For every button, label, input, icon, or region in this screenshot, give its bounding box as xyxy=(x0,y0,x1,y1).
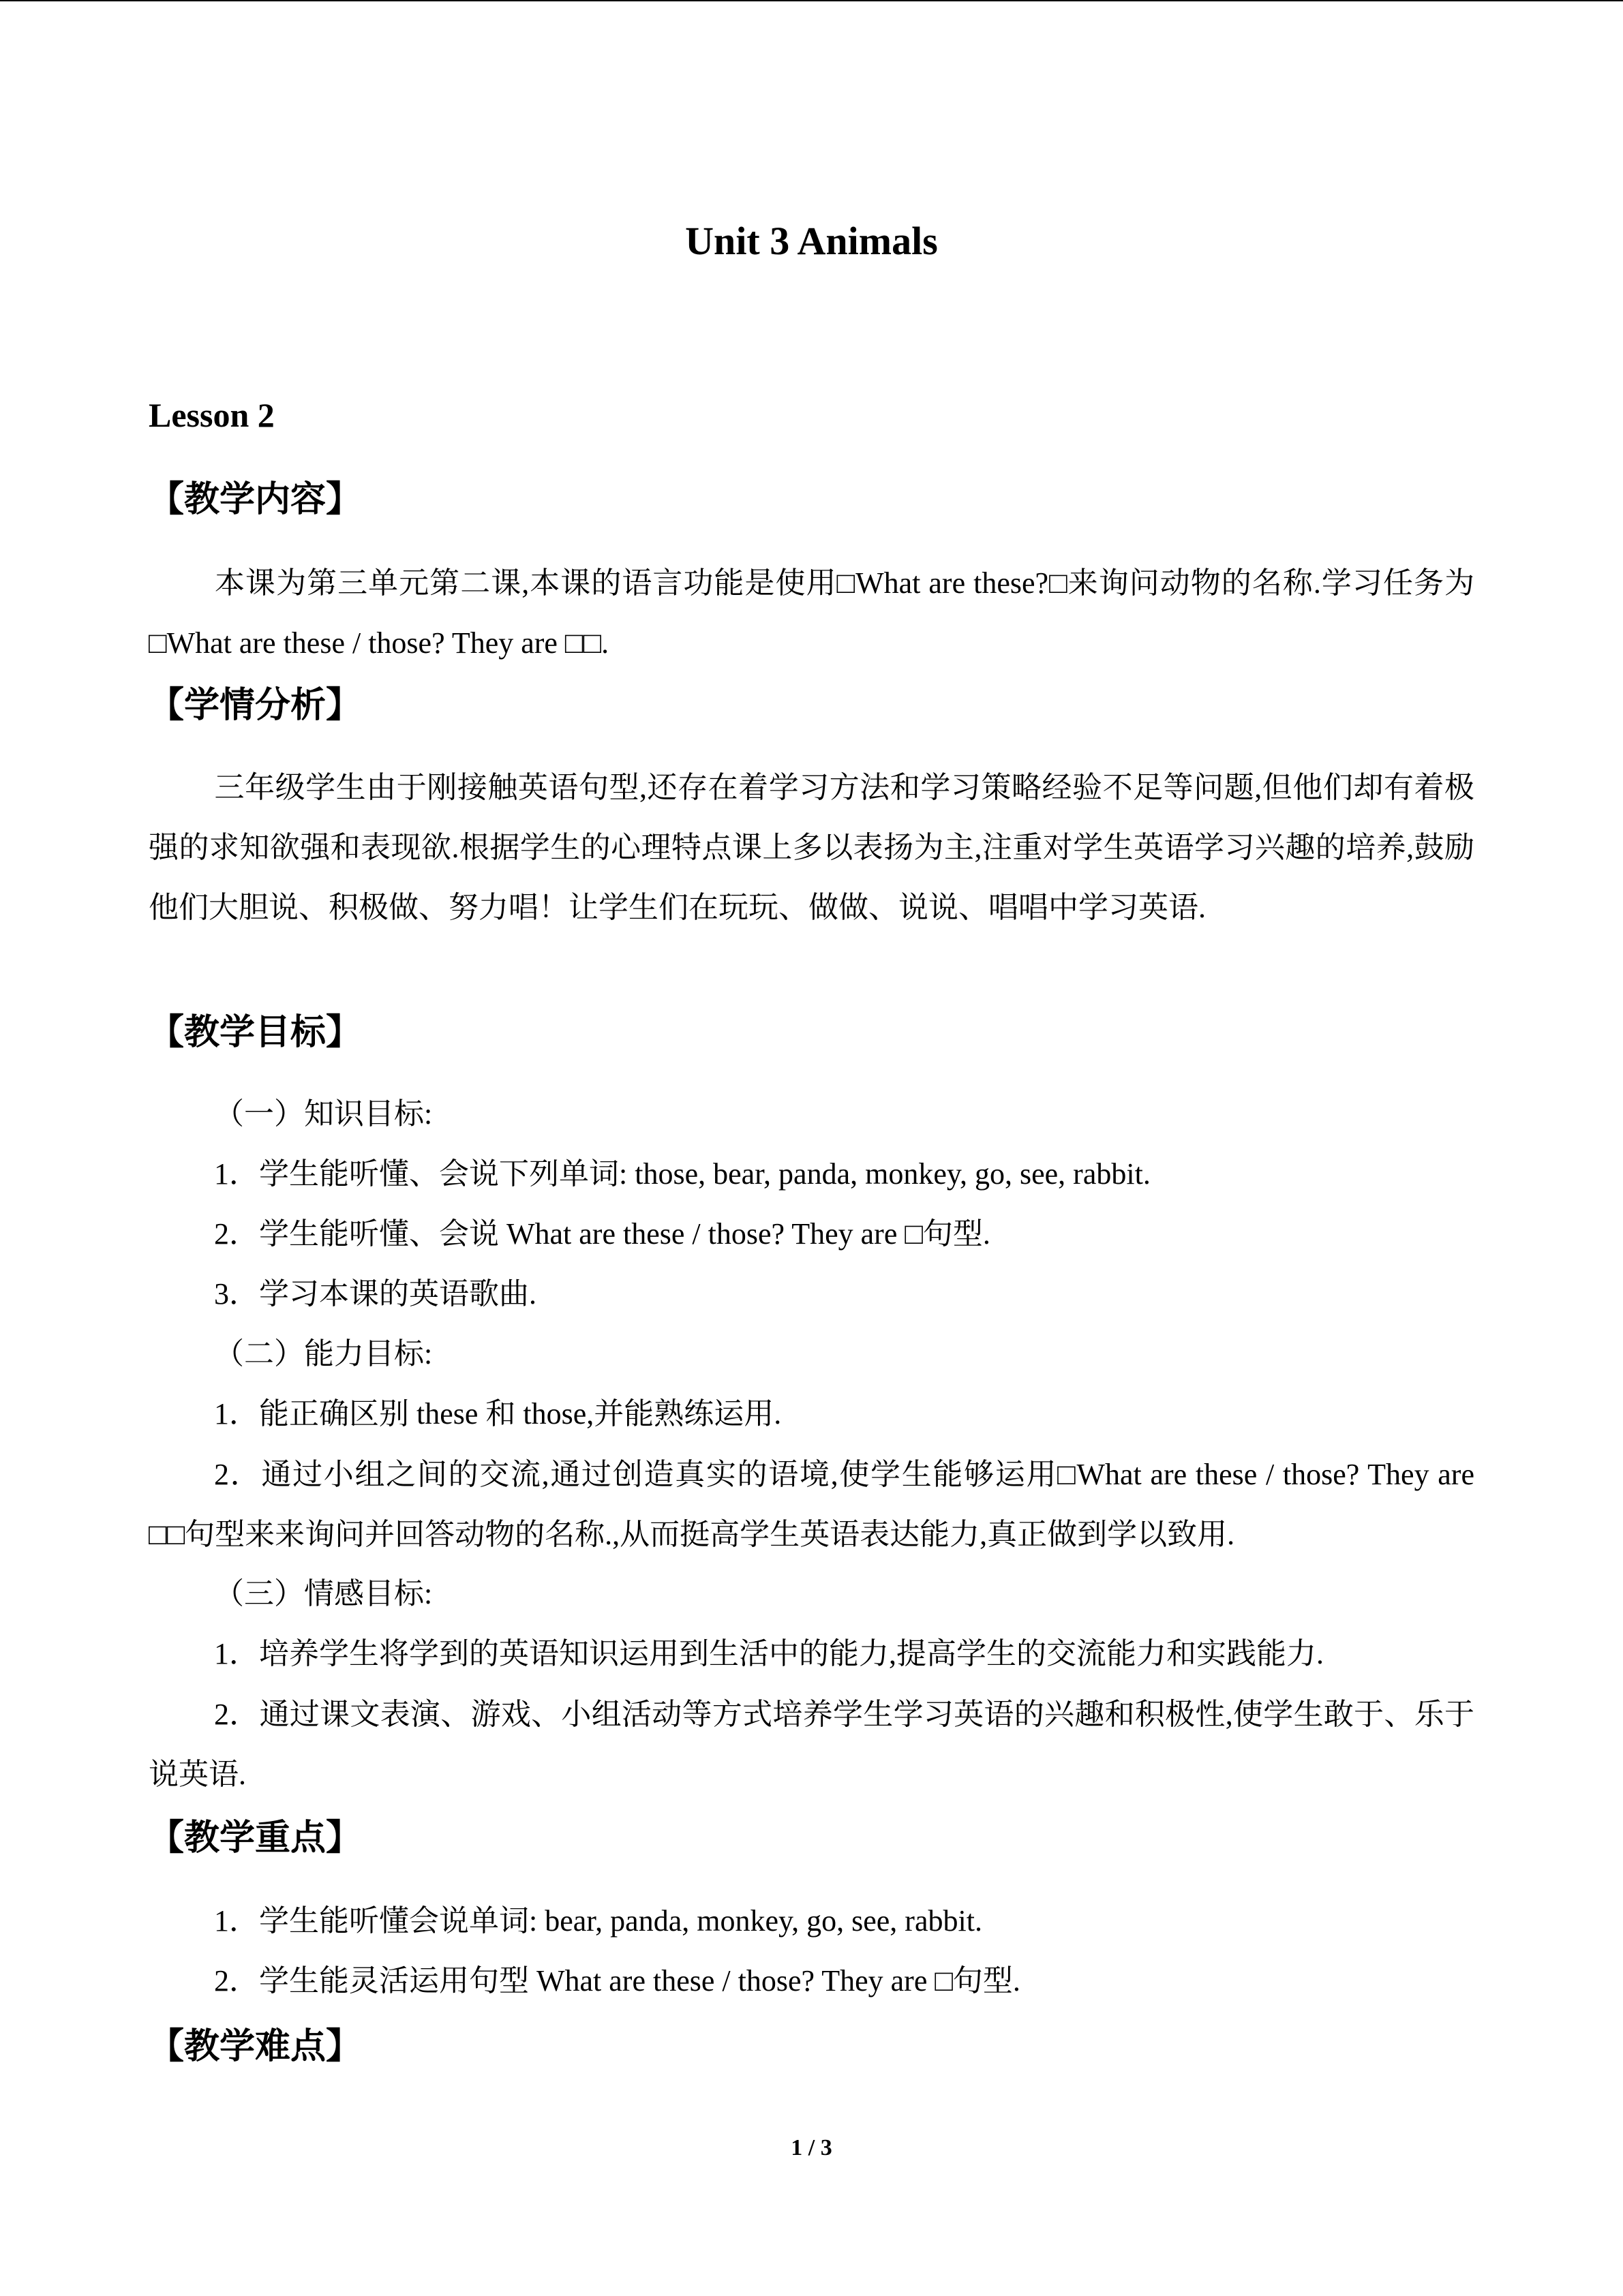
goal1-item3: 3．学习本课的英语歌曲. xyxy=(214,1277,536,1311)
goal2-item2: 2．通过小组之间的交流,通过创造真实的语境,使学生能够运用□What are these / those? They are □□句型来来询问并回答动物的名称.,从而挺高学生英语表达能力,真正做到学以致用. xyxy=(149,1458,1474,1551)
goal1-item2: 2．学生能听懂、会说 What are these / those? They are □句型. xyxy=(214,1217,990,1251)
section-heading-analysis: 【学情分析】 xyxy=(149,685,362,726)
content-paragraph xyxy=(149,553,1474,673)
goal3-item2: 2．通过课文表演、游戏、小组活动等方式培养学生学习英语的兴趣和积极性,使学生敢于、乐于说英语. xyxy=(149,1698,1474,1791)
goal3-item1: 1．培养学生将学到的英语知识运用到生活中的能力,提高学生的交流能力和实践能力. xyxy=(214,1637,1324,1670)
goal3-item2-paragraph xyxy=(149,1685,1474,1805)
lesson-label: Lesson 2 xyxy=(149,396,275,434)
key-item2: 2．学生能灵活运用句型 What are these / those? They are □句型. xyxy=(214,1964,1020,1997)
section-heading-content: 【教学内容】 xyxy=(149,479,362,520)
analysis-text: 三年级学生由于刚接触英语句型,还存在着学习方法和学习策略经验不足等问题,但他们却有着极强的求知欲强和表现欲.根据学生的心理特点课上多以表扬为主,注重对学生英语学习兴趣的培养,鼓励他们大胆说、积极做、努力唱！让学生们在玩玩、做做、说说、唱唱中学习英语. xyxy=(149,771,1474,924)
document-title: Unit 3 Animals xyxy=(685,219,938,263)
goal1-item1: 1．学生能听懂、会说下列单词: those, bear, panda, monkey, go, see, rabbit. xyxy=(214,1157,1151,1191)
page-number: 1 / 3 xyxy=(791,2135,832,2160)
content-text: 本课为第三单元第二课,本课的语言功能是使用□What are these?□来询问动物的名称.学习任务为□What are these / those? They are □□. xyxy=(149,566,1474,660)
goal3-title: （三）情感目标: xyxy=(214,1577,433,1610)
goal2-title: （二）能力目标: xyxy=(214,1337,433,1371)
section-heading-goals: 【教学目标】 xyxy=(149,1012,362,1053)
section-heading-key-points: 【教学重点】 xyxy=(149,1818,362,1858)
goal2-item1: 1．能正确区别 these 和 those,并能熟练运用. xyxy=(214,1397,782,1430)
section-heading-difficulties: 【教学难点】 xyxy=(149,2026,362,2067)
goal1-title: （一）知识目标: xyxy=(214,1097,433,1131)
key-item1: 1．学生能听懂会说单词: bear, panda, monkey, go, see, rabbit. xyxy=(214,1904,982,1938)
analysis-paragraph xyxy=(149,758,1474,938)
goal2-item2-paragraph xyxy=(149,1445,1474,1565)
